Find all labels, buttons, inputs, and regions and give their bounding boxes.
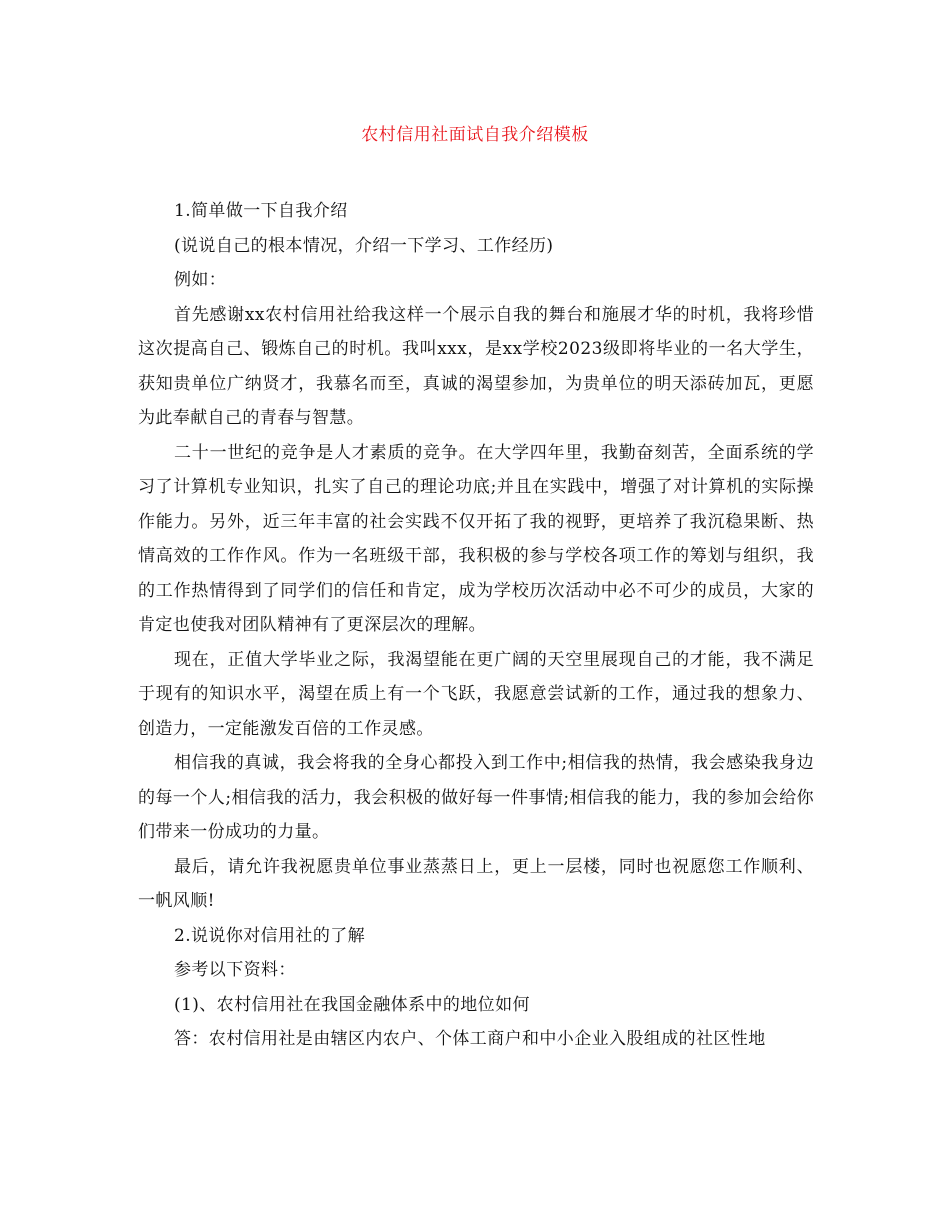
paragraph-closing: 最后，请允许我祝愿贵单位事业蒸蒸日上，更上一层楼，同时也祝愿您工作顺利、一帆风顺! — [138, 856, 814, 911]
paragraph-section-1-hint: (说说自己的根本情况，介绍一下学习、工作经历) — [174, 235, 554, 256]
paragraph-section-1-heading: 1.简单做一下自我介绍 — [174, 201, 348, 221]
paragraph-question-1: (1)、农村信用社在我国金融体系中的地位如何 — [174, 994, 530, 1015]
paragraph-aspiration: 现在，正值大学毕业之际，我渴望能在更广阔的天空里展现自己的才能，我不满足于现有的知识水平，渴望在质上有一个飞跃，我愿意尝试新的工作，通过我的想象力、创造力，一定能激发百倍的工作灵感。 — [138, 649, 814, 739]
paragraph-competition: 二十一世纪的竞争是人才素质的竞争。在大学四年里，我勤奋刻苦，全面系统的学习了计算机专业知识，扎实了自己的理论功底;并且在实践中，增强了对计算机的实际操作能力。另外，近三年丰富的社会实践不仅开拓了我的视野，更培养了我沉稳果断、热情高效的工作作风。作为一名班级干部，我积极的参与学校各项工作的筹划与组织，我的工作热情得到了同学们的信任和肯定，成为学校历次活动中必不可少的成员，大家的肯定也使我对团队精神有了更深层次的理解。 — [138, 442, 814, 635]
document-body — [138, 194, 814, 1057]
paragraph-answer-1: 答：农村信用社是由辖区内农户、个体工商户和中小企业入股组成的社区性地 — [174, 1029, 766, 1049]
paragraph-section-2-heading: 2.说说你对信用社的了解 — [174, 925, 366, 946]
paragraph-belief: 相信我的真诚，我会将我的全身心都投入到工作中;相信我的热情，我会感染我身边的每一个人;相信我的活力，我会积极的做好每一件事情;相信我的能力，我的参加会给你们带来一份成功的力量。 — [138, 753, 814, 842]
paragraph-reference-label: 参考以下资料： — [174, 960, 296, 980]
paragraph-intro: 首先感谢xx农村信用社给我这样一个展示自我的舞台和施展才华的时机，我将珍惜这次提高自己、锻炼自己的时机。我叫xxx，是xx学校2023级即将毕业的一名大学生，获知贵单位广纳贤才，我慕名而至，真诚的渴望参加，为贵单位的明天添砖加瓦，更愿为此奉献自己的青春与智慧。 — [138, 304, 814, 428]
document-title: 农村信用社面试自我介绍模板 — [361, 125, 589, 145]
paragraph-example-label: 例如： — [174, 270, 227, 290]
